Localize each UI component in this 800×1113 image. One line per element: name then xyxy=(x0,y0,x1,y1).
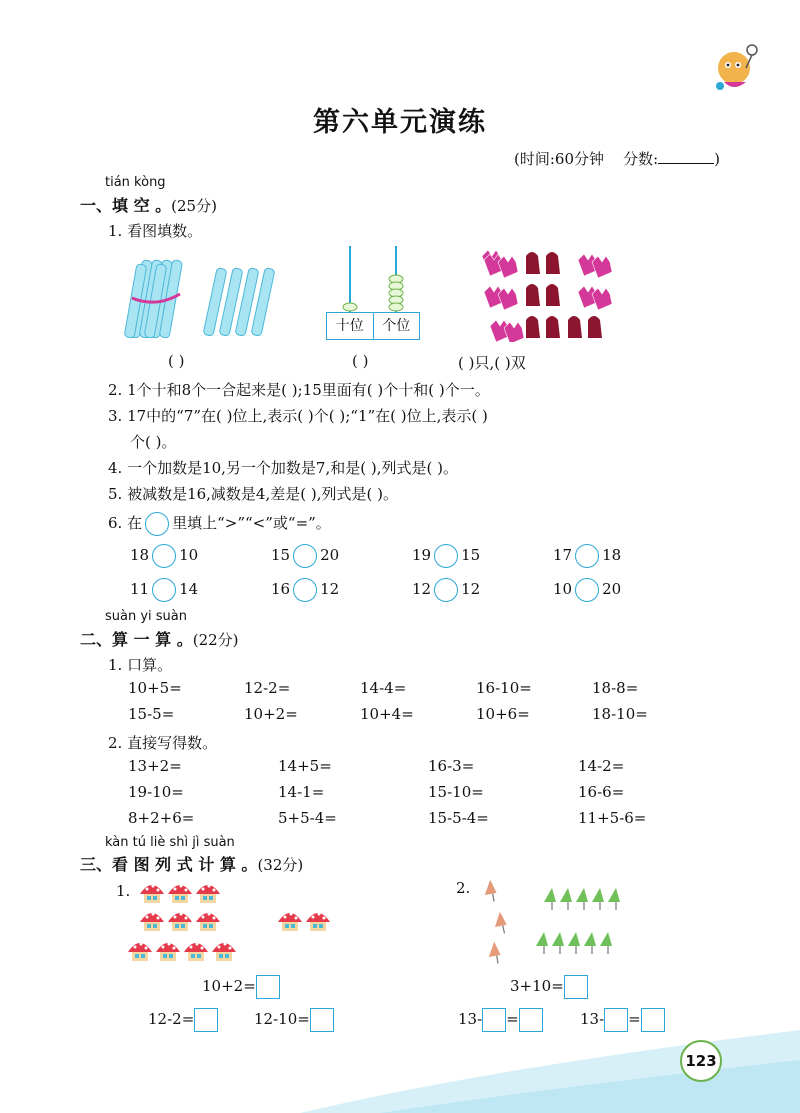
q6-pre: 6. 在 xyxy=(108,514,143,532)
oral-problem: 16-10= xyxy=(476,679,532,697)
p2-eq3-equals: = xyxy=(628,1010,641,1028)
answer-box[interactable] xyxy=(519,1008,543,1032)
p1-number: 1. xyxy=(116,882,131,900)
direct-problem: 14-2= xyxy=(578,757,625,775)
section3-heading xyxy=(80,852,303,875)
compare-left: 11 xyxy=(130,580,150,598)
circle-icon xyxy=(145,512,169,536)
direct-problem: 15-10= xyxy=(428,783,484,801)
section3-pinyin: kàn tú liè shì jì suàn xyxy=(105,835,235,850)
compare-right: 18 xyxy=(602,546,622,564)
p2-eq1 xyxy=(510,975,588,999)
p1-eq3-text: 12-10= xyxy=(254,1010,310,1028)
oral-problem: 18-10= xyxy=(592,705,648,723)
compare-circle[interactable] xyxy=(575,578,599,602)
compare-left: 19 xyxy=(412,546,432,564)
score-label: 分数: xyxy=(623,150,659,168)
compare-left: 10 xyxy=(553,580,573,598)
q6-post: 里填上“>”“<”或“=”。 xyxy=(172,514,331,532)
section1-pinyin: tián kòng xyxy=(105,175,166,190)
q1-blank-gloves[interactable]: ( )只,( )双 xyxy=(458,354,526,372)
compare-item xyxy=(412,544,480,568)
direct-problem: 19-10= xyxy=(128,783,184,801)
q5: 5. 被减数是16,减数是4,差是( ),列式是( )。 xyxy=(108,485,398,503)
p2-eq3 xyxy=(580,1008,665,1032)
p1-eq2 xyxy=(148,1008,218,1032)
answer-box[interactable] xyxy=(310,1008,334,1032)
compare-circle[interactable] xyxy=(575,544,599,568)
p1-eq2-text: 12-2= xyxy=(148,1010,195,1028)
answer-box[interactable] xyxy=(194,1008,218,1032)
section2-points: (22分) xyxy=(192,631,239,649)
q2: 2. 1个十和8个一合起来是( );15里面有( )个十和( )个一。 xyxy=(108,381,490,399)
compare-circle[interactable] xyxy=(293,544,317,568)
compare-circle[interactable] xyxy=(293,578,317,602)
q1-blank-straws[interactable]: ( ) xyxy=(168,352,185,370)
section1-heading xyxy=(80,193,217,216)
gloves-mittens-image xyxy=(482,248,612,342)
p2-eq1-text: 3+10= xyxy=(510,977,564,995)
page-title: 第六单元演练 xyxy=(313,107,487,138)
direct-problem: 11+5-6= xyxy=(578,809,647,827)
section3-points: (32分) xyxy=(257,856,304,874)
compare-circle[interactable] xyxy=(434,578,458,602)
p2-eq2-equals: = xyxy=(506,1010,519,1028)
compare-right: 12 xyxy=(461,580,481,598)
compare-item xyxy=(553,544,621,568)
q4: 4. 一个加数是10,另一个加数是7,和是( ),列式是( )。 xyxy=(108,459,458,477)
oral-problem: 12-2= xyxy=(244,679,291,697)
direct-problem: 14+5= xyxy=(278,757,332,775)
oral-problem: 10+5= xyxy=(128,679,182,697)
section3-title: 三、看 图 列 式 计 算 。 xyxy=(80,855,258,874)
answer-box[interactable] xyxy=(604,1008,628,1032)
compare-right: 12 xyxy=(320,580,340,598)
section1-title: 一、填 空 。 xyxy=(80,196,172,215)
compare-circle[interactable] xyxy=(152,578,176,602)
section2-heading xyxy=(80,627,239,650)
page-number: 123 xyxy=(680,1040,722,1082)
q3-line2: 个( )。 xyxy=(130,433,177,451)
bottom-wave-decoration xyxy=(0,990,800,1113)
compare-circle[interactable] xyxy=(152,544,176,568)
p1-eq1 xyxy=(202,975,280,999)
oral-problem: 15-5= xyxy=(128,705,175,723)
compare-left: 16 xyxy=(271,580,291,598)
straw-bundle-image xyxy=(118,258,283,340)
q6 xyxy=(108,512,331,536)
section2-title: 二、算 一 算 。 xyxy=(80,630,193,649)
q1-prompt: 1. 看图填数。 xyxy=(108,222,203,240)
direct-problem: 16-3= xyxy=(428,757,475,775)
compare-left: 15 xyxy=(271,546,291,564)
mushroom-houses-image xyxy=(128,880,348,970)
direct-problem: 16-6= xyxy=(578,783,625,801)
s2q2-prompt: 2. 直接写得数。 xyxy=(108,734,218,752)
s2q1-prompt: 1. 口算。 xyxy=(108,656,173,674)
answer-box[interactable] xyxy=(564,975,588,999)
section2-pinyin: suàn yi suàn xyxy=(105,609,188,624)
compare-item xyxy=(130,544,198,568)
compare-right: 20 xyxy=(602,580,622,598)
p1-eq1-text: 10+2= xyxy=(202,977,256,995)
compare-left: 12 xyxy=(412,580,432,598)
oral-problem: 10+4= xyxy=(360,705,414,723)
oral-problem: 14-4= xyxy=(360,679,407,697)
oral-problem: 10+6= xyxy=(476,705,530,723)
compare-right: 14 xyxy=(179,580,199,598)
oral-problem: 18-8= xyxy=(592,679,639,697)
direct-problem: 15-5-4= xyxy=(428,809,489,827)
q3-line1: 3. 17中的“7”在( )位上,表示( )个( );“1”在( )位上,表示( ) xyxy=(108,407,488,425)
p2-eq2-text: 13- xyxy=(458,1010,483,1028)
compare-item xyxy=(412,578,480,602)
abacus-ones-label: 个位 xyxy=(382,318,411,334)
p2-eq3-text: 13- xyxy=(580,1010,605,1028)
direct-problem: 13+2= xyxy=(128,757,182,775)
compare-circle[interactable] xyxy=(434,544,458,568)
compare-item xyxy=(130,578,198,602)
time-label: (时间:60分钟 xyxy=(514,150,604,168)
answer-box[interactable] xyxy=(641,1008,665,1032)
compare-right: 10 xyxy=(179,546,199,564)
compare-left: 17 xyxy=(553,546,573,564)
abacus-image xyxy=(326,244,420,340)
p2-eq2 xyxy=(458,1008,543,1032)
direct-problem: 14-1= xyxy=(278,783,325,801)
meta-close: ) xyxy=(714,150,720,168)
oral-problem: 10+2= xyxy=(244,705,298,723)
exam-meta xyxy=(514,148,720,169)
compare-right: 15 xyxy=(461,546,481,564)
answer-box[interactable] xyxy=(482,1008,506,1032)
abacus-tens-label: 十位 xyxy=(327,313,374,339)
compare-item xyxy=(271,578,339,602)
compare-item xyxy=(271,544,339,568)
compare-left: 18 xyxy=(130,546,150,564)
mascot-icon xyxy=(706,38,766,94)
direct-problem: 8+2+6= xyxy=(128,809,195,827)
p1-eq3 xyxy=(254,1008,334,1032)
section1-points: (25分) xyxy=(171,197,217,215)
compare-right: 20 xyxy=(320,546,340,564)
umbrellas-image xyxy=(476,880,636,968)
answer-box[interactable] xyxy=(256,975,280,999)
compare-item xyxy=(553,578,621,602)
q1-blank-abacus[interactable]: ( ) xyxy=(352,352,369,370)
p2-number: 2. xyxy=(456,879,471,897)
direct-problem: 5+5-4= xyxy=(278,809,337,827)
score-blank xyxy=(658,149,714,164)
